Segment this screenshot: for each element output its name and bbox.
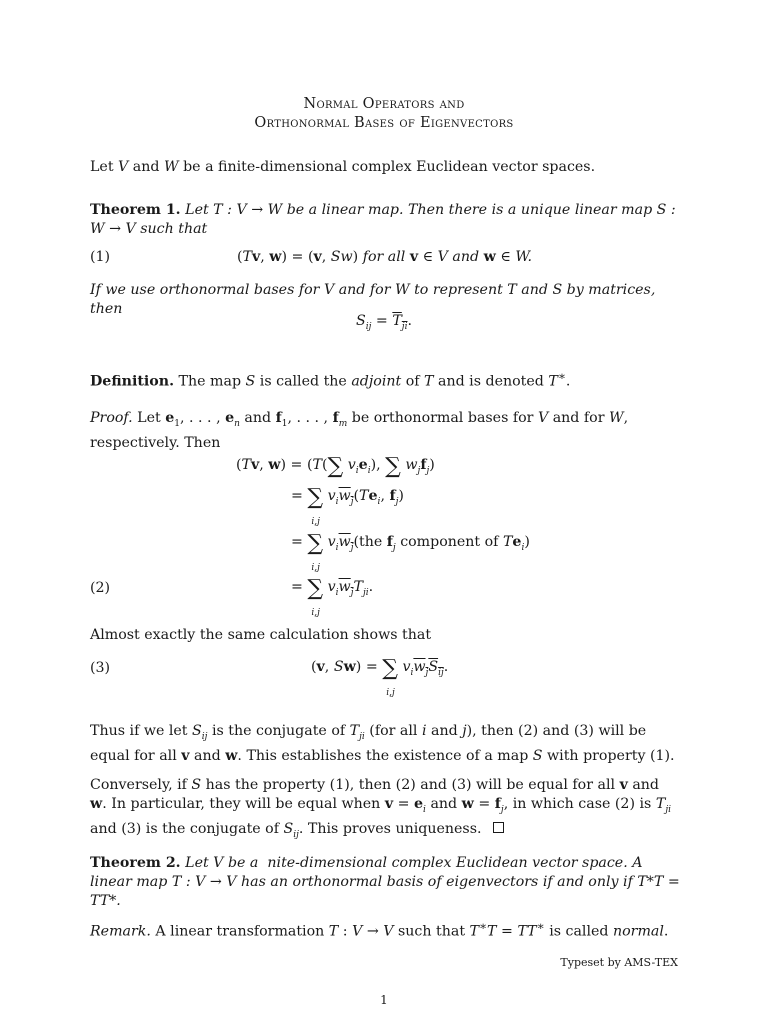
proof-paragraph-1: Thus if we let $S_{ij}$ is the conjugate of $T_{ji}$ (for all i and j), then (2) and (3) will be equal for all v and w. This establishes the existence of a map S with property (1). (90, 723, 675, 764)
definition: Definition. The map S is called the adjoint of T and is denoted T∗. (90, 369, 571, 390)
remark: Remark. A linear transformation T : V → V such that T∗T = TT∗ is called normal. (90, 919, 669, 940)
theorem-1: Theorem 1. Let T : V → W be a linear map. Then there is a unique linear map S : W → V such that (90, 202, 676, 237)
theorem-2-heading: Theorem 2. (90, 855, 181, 871)
proof-heading: Proof. (90, 410, 133, 426)
proof-equation-line-4: = ∑ i,j $v_iw_jT_{ji}$. (291, 576, 374, 618)
definition-heading: Definition. (90, 373, 175, 390)
proof-mid-sentence: Almost exactly the same calculation shows that (90, 627, 432, 643)
proof-intro: Proof. Let $e_1$, . . . , $e_n$ and $f_1$, . . . , $f_m$ be orthonormal bases for V and for W, respectively. Then (90, 410, 629, 451)
title-line-2: Orthonormal Bases of Eigenvectors (254, 115, 514, 131)
page-number: 1 (380, 993, 388, 1007)
equation-label-2: (2) (90, 580, 111, 596)
equation-label-1: (1) (90, 249, 111, 265)
proof-equation-line-2: = ∑ i,j $v_iw_j(Te_i$, $f_j$) (291, 485, 404, 527)
theorem-2: Theorem 2. Let V be a nite-dimensional complex Euclidean vector space. A linear map T : V → V has an orthonormal basis of eigenvectors if and only if T*T = TT*. (90, 855, 680, 909)
equation-3: (v, Sw) = ∑ i,j $v_iw_jS_{ij}$. (311, 656, 449, 698)
typeset-note: Typeset by AMS-TEX (560, 956, 678, 969)
equation-adjoint-matrix: $S_{ij} = T_{ji}$. (356, 313, 412, 332)
equation-label-3: (3) (90, 660, 111, 676)
theorem-1-continuation: If we use orthonormal bases for V and for W to represent T and S by matrices, then (90, 282, 656, 317)
title-line-1: Normal Operators and (303, 96, 465, 112)
remark-heading: Remark. (90, 923, 151, 940)
theorem-1-heading: Theorem 1. (90, 202, 181, 218)
proof-equation-line-3: = ∑ i,j $v_iw_j(the$ $f_j$ component of $Te_i$) (291, 531, 530, 573)
qed-box-icon (493, 822, 504, 833)
proof-equation-line-1: (Tv, w) = (T(∑ $v_ie_i$), ∑ $w_jf_j$) (236, 454, 435, 479)
intro-paragraph: Let V and W be a finite-dimensional complex Euclidean vector spaces. (90, 159, 596, 175)
proof-paragraph-2: Conversely, if S has the property (1), then (2) and (3) will be equal for all v and w. In particular, they will be equal when $v = e_i$ and $w = f_j$, in which case (2) is $T_{ji}$ and (3) is the conjugate of $S_{ij}$. This proves uniqueness. (90, 777, 671, 840)
equation-1: (Tv, w) = (v, Sw) for all v ∈ V and w ∈ W. (237, 249, 532, 265)
